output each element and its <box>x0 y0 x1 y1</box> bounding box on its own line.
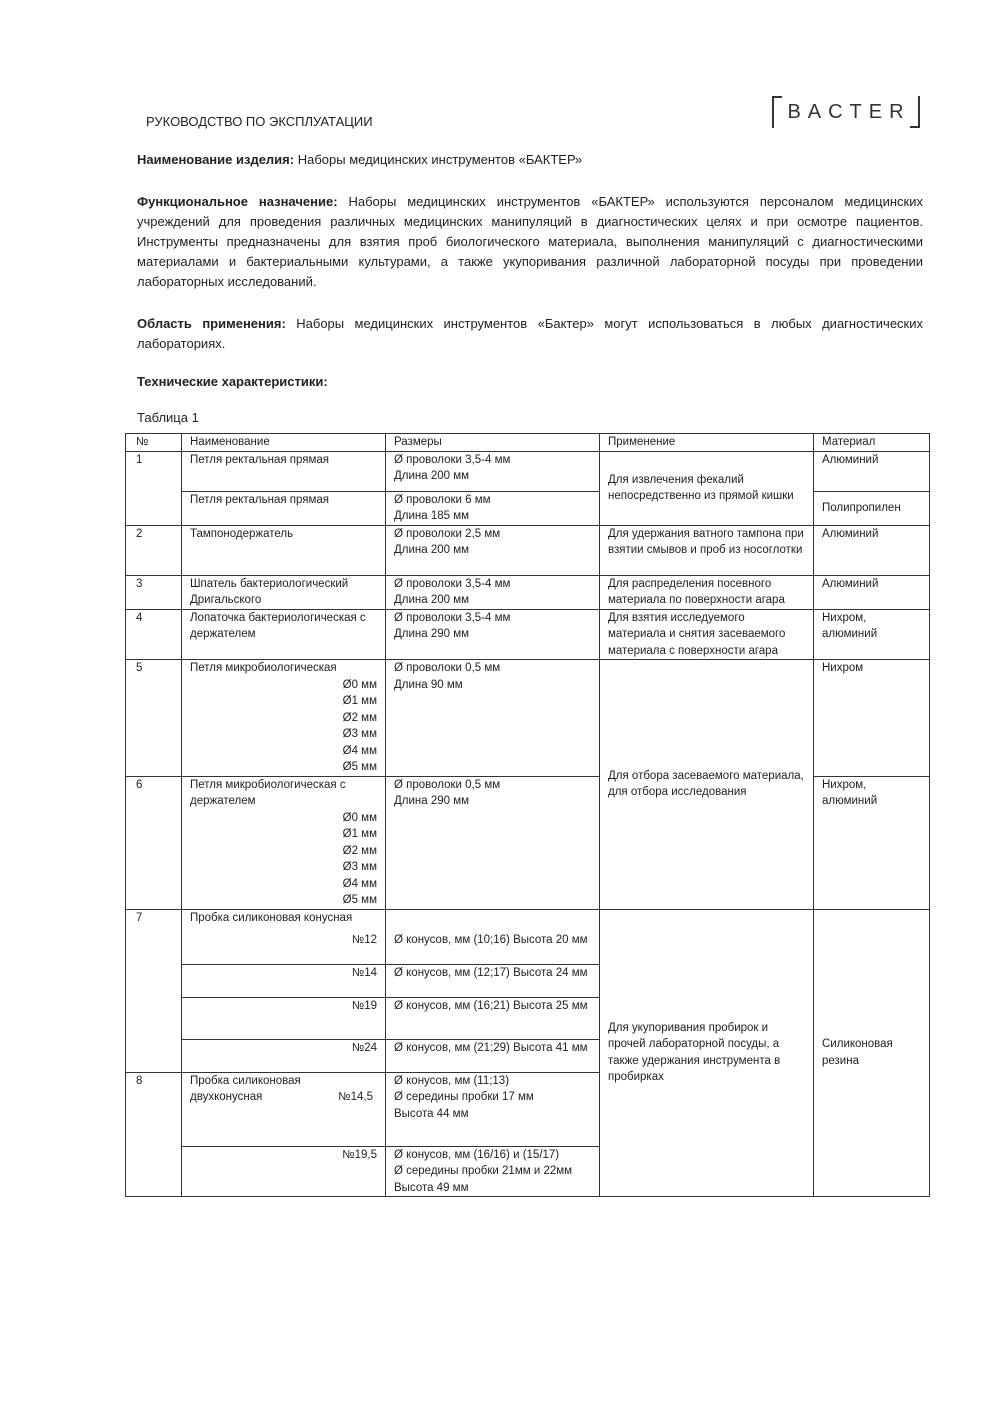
table-row: 6 Петля микробиологическая с держателем Ø0 мм Ø1 мм Ø2 мм Ø3 мм Ø4 мм Ø5 мм Ø проволоки 0,5 мм Длина 290 мм Нихром, алюминий <box>126 776 930 909</box>
document-title: РУКОВОДСТВО ПО ЭКСПЛУАТАЦИИ <box>146 114 373 129</box>
purpose-section: Функциональное назначение: Наборы медицинских инструментов «БАКТЕР» используются персоналом медицинских учреждений для проведения различных медицинских манипуляций в диагностических целях и при осмотре пациентов. Инструменты предназначены для взятия проб биологического материала, выполнения манипуляций с диагностическими материалами и бактериальными культурами, а также укупоривания различной лабораторной посуды при проведении лабораторных исследований. <box>137 194 923 289</box>
table-row: 5 Петля микробиологическая Ø0 мм Ø1 мм Ø2 мм Ø3 мм Ø4 мм Ø5 мм Ø проволоки 0,5 мм Длина 90 мм Для отбора засеваемого материала, для отбора исследования Нихром <box>126 660 930 777</box>
table-row: №24 Ø конусов, мм (21;29) Высота 41 мм <box>126 1039 930 1072</box>
table-row: 7 Пробка силиконовая конусная №12 Ø конусов, мм (10;16) Высота 20 мм Для укупоривания пробирок и прочей лабораторной посуды, а также удержания инструмента в пробирках Силиконовая резина <box>126 909 930 964</box>
table-row: 4 Лопаточка бактериологическая с держателем Ø проволоки 3,5-4 мм Длина 290 мм Для взятия исследуемого материала и снятия засеваемого материала с поверхности агара Нихром, алюминий <box>126 609 930 660</box>
table-row: 1 Петля ректальная прямая Ø проволоки 3,5-4 мм Длина 200 мм Для извлечения фекалий непосредственно из прямой кишки Алюминий <box>126 451 930 491</box>
spec-table <box>125 433 930 1197</box>
table-row: №19,5 Ø конусов, мм (16/16) и (15/17) Ø середины пробки 21мм и 22мм Высота 49 мм <box>126 1146 930 1197</box>
table-caption: Таблица 1 <box>137 410 199 425</box>
tech-heading: Технические характеристики: <box>137 374 328 389</box>
table-header: № Наименование Размеры Применение Материал <box>126 434 930 452</box>
product-name: Наименование изделия: Наборы медицинских инструментов «БАКТЕР» <box>137 152 583 167</box>
bacter-logo: BACTER <box>772 96 920 128</box>
table-row: №14 Ø конусов, мм (12;17) Высота 24 мм <box>126 964 930 997</box>
table-row: Петля ректальная прямая Ø проволоки 6 мм Длина 185 мм Полипропилен <box>126 491 930 525</box>
table-row: 2 Тампонодержатель Ø проволоки 2,5 мм Длина 200 мм Для удержания ватного тампона при взятии смывов и проб из носоглотки Алюминий <box>126 525 930 575</box>
scope-section: Область применения: Наборы медицинских инструментов «Бактер» могут использоваться в любых диагностических лабораториях. <box>137 316 923 351</box>
table-row: №19 Ø конусов, мм (16;21) Высота 25 мм <box>126 997 930 1039</box>
table-row: 3 Шпатель бактериологический Дригальского Ø проволоки 3,5-4 мм Длина 200 мм Для распределения посевного материала по поверхности агара Алюминий <box>126 575 930 609</box>
table-row: 8 Пробка силиконовая двухконусная №14,5 Ø конусов, мм (11;13) Ø середины пробки 17 мм Высота 44 мм <box>126 1072 930 1146</box>
